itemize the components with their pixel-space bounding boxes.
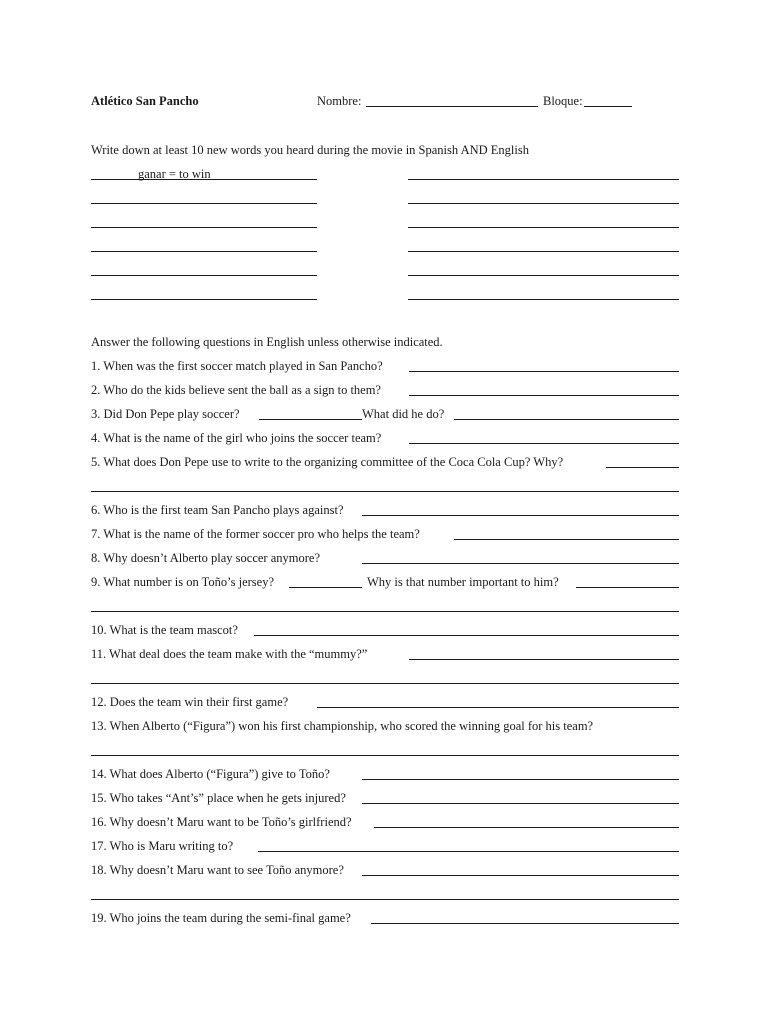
question-text: 18. Why doesn’t Maru want to see Toño anymore? (91, 863, 344, 877)
answer-line[interactable] (409, 371, 679, 372)
nombre-field[interactable] (366, 106, 538, 107)
question-text: 8. Why doesn’t Alberto play soccer anymore? (91, 551, 320, 565)
question-text: 13. When Alberto (“Figura”) won his first championship, who scored the winning goal for his team? (91, 719, 594, 733)
bloque-field[interactable] (584, 106, 632, 107)
answer-line[interactable] (362, 515, 679, 516)
question-text: 12. Does the team win their first game? (91, 695, 289, 709)
answer-line[interactable] (606, 467, 679, 468)
answer-line[interactable] (374, 827, 679, 828)
question-text: 2. Who do the kids believe sent the ball as a sign to them? (91, 383, 381, 397)
vocab-line-right[interactable] (408, 203, 679, 204)
question-text: 5. What does Don Pepe use to write to the organizing committee of the Coca Cola Cup? Why? (91, 455, 564, 469)
question-text: 17. Who is Maru writing to? (91, 839, 234, 853)
question-text: 4. What is the name of the girl who joins the soccer team? (91, 431, 382, 445)
answer-line[interactable] (259, 419, 362, 420)
question-text-followup: What did he do? (362, 407, 445, 421)
answer-line[interactable] (362, 875, 679, 876)
answer-line[interactable] (289, 587, 362, 588)
question-text: 3. Did Don Pepe play soccer? (91, 407, 240, 421)
answer-line[interactable] (91, 899, 679, 900)
answer-line[interactable] (362, 803, 679, 804)
worksheet-title: Atlético San Pancho (91, 94, 199, 108)
answer-line[interactable] (454, 539, 679, 540)
answer-line[interactable] (362, 563, 679, 564)
answer-line[interactable] (254, 635, 679, 636)
question-text: 10. What is the team mascot? (91, 623, 238, 637)
answer-line[interactable] (409, 659, 679, 660)
answer-line[interactable] (91, 491, 679, 492)
question-text-followup: Why is that number important to him? (367, 575, 559, 589)
answer-line[interactable] (454, 419, 679, 420)
vocab-line-left[interactable] (91, 251, 317, 252)
answer-line[interactable] (91, 755, 679, 756)
vocab-line-right[interactable] (408, 275, 679, 276)
vocab-line-right[interactable] (408, 251, 679, 252)
answer-line[interactable] (371, 923, 679, 924)
vocab-line-left[interactable] (91, 227, 317, 228)
bloque-label: Bloque: (543, 94, 583, 108)
answer-line[interactable] (91, 683, 679, 684)
question-text: 6. Who is the first team San Pancho plays against? (91, 503, 344, 517)
questions-intro: Answer the following questions in English unless otherwise indicated. (91, 335, 443, 349)
answer-line[interactable] (576, 587, 679, 588)
answer-line[interactable] (409, 443, 679, 444)
vocab-line-left[interactable] (91, 299, 317, 300)
answer-line[interactable] (258, 851, 679, 852)
question-text: 19. Who joins the team during the semi-final game? (91, 911, 351, 925)
question-text: 14. What does Alberto (“Figura”) give to Toño? (91, 767, 330, 781)
question-text: 16. Why doesn’t Maru want to be Toño’s girlfriend? (91, 815, 352, 829)
question-text: 11. What deal does the team make with the “mummy?” (91, 647, 368, 661)
question-text: 15. Who takes “Ant’s” place when he gets injured? (91, 791, 346, 805)
vocab-line-right[interactable] (408, 227, 679, 228)
question-text: 1. When was the first soccer match played in San Pancho? (91, 359, 383, 373)
question-text: 7. What is the name of the former soccer pro who helps the team? (91, 527, 420, 541)
vocab-line-left[interactable] (91, 275, 317, 276)
vocab-line-left[interactable] (91, 203, 317, 204)
answer-line[interactable] (91, 611, 679, 612)
question-text: 9. What number is on Toño’s jersey? (91, 575, 275, 589)
nombre-label: Nombre: (317, 94, 362, 108)
answer-line[interactable] (317, 707, 679, 708)
answer-line[interactable] (409, 395, 679, 396)
vocab-instructions: Write down at least 10 new words you heard during the movie in Spanish AND English (91, 143, 529, 157)
vocab-example: ganar = to win (138, 167, 211, 181)
vocab-line-right[interactable] (408, 179, 679, 180)
answer-line[interactable] (362, 779, 679, 780)
vocab-line-right[interactable] (408, 299, 679, 300)
